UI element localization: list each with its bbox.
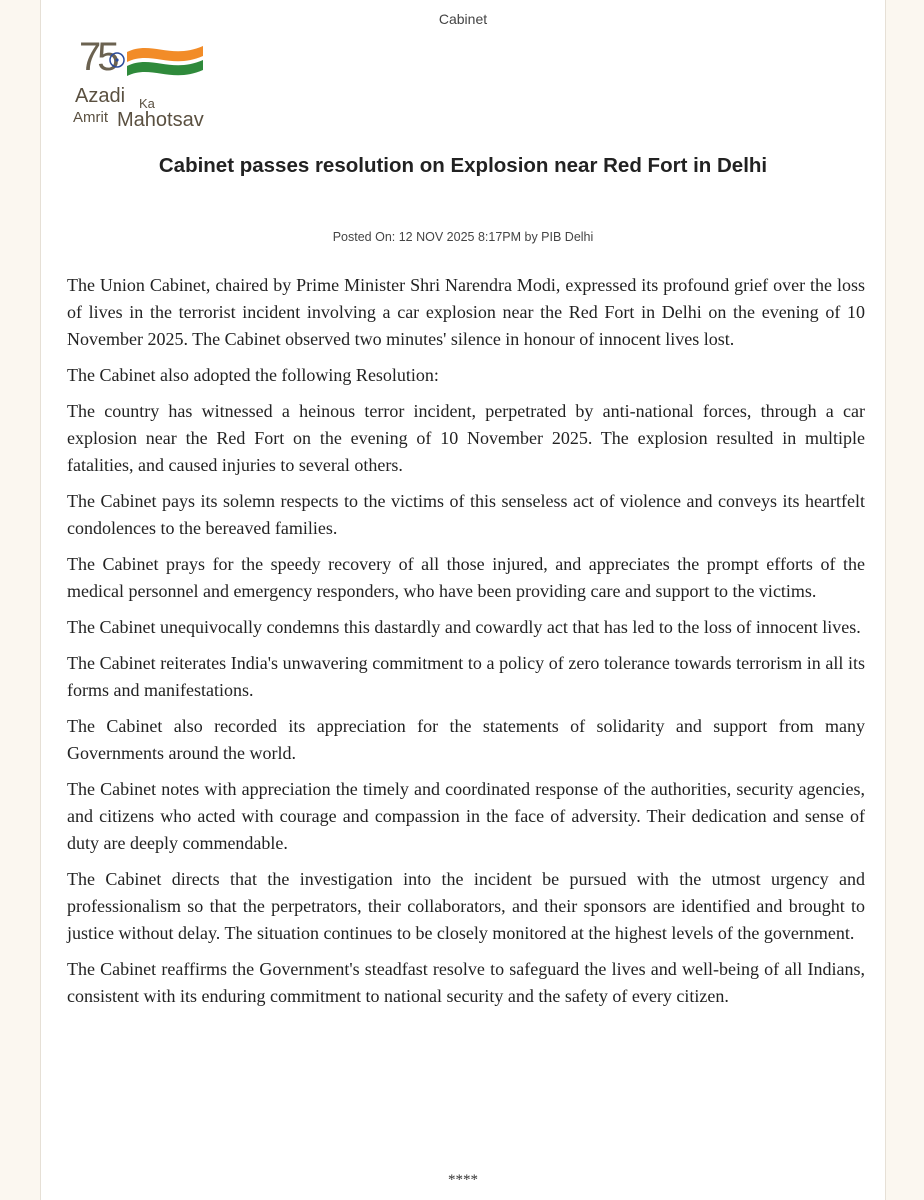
logo-amrit: Amrit [73, 109, 108, 126]
paragraph: The Cabinet prays for the speedy recovery of all those injured, and appreciates the prompt efforts of the medical personnel and emergency responders, who have been providing care and support to the victims. [67, 554, 865, 601]
end-mark: **** [448, 1172, 478, 1188]
paragraph: The Cabinet reiterates India's unwavering commitment to a policy of zero tolerance towards terrorism in all its forms and manifestations. [67, 653, 865, 700]
paragraph: The Union Cabinet, chaired by Prime Minister Shri Narendra Modi, expressed its profound grief over the loss of lives in the terrorist incident involving a car explosion near the Red Fort in Delhi on the evening of 10 November 2025. The Cabinet observed two minutes' silence in honour of innocent lives lost. [67, 275, 865, 349]
logo-mahotsav: Mahotsav [117, 109, 204, 131]
paragraph: The Cabinet unequivocally condemns this dastardly and cowardly act that has led to the loss of innocent lives. [67, 617, 861, 637]
logo-ka: Ka [139, 96, 155, 111]
paragraph: The Cabinet also recorded its appreciation for the statements of solidarity and support from many Governments around the world. [67, 716, 865, 763]
paragraph: The Cabinet notes with appreciation the timely and coordinated response of the authorities, security agencies, and citizens who acted with courage and compassion in the face of adversity. Their dedication and sense of duty are deeply commendable. [67, 779, 865, 853]
green-flag-wave [127, 60, 203, 76]
azadi-ka-amrit-mahotsav-logo [71, 34, 247, 134]
logo-azadi: Azadi [75, 85, 126, 107]
document-page [40, 0, 886, 1200]
paragraph: The Cabinet also adopted the following Resolution: [67, 365, 439, 385]
paragraph: The Cabinet reaffirms the Government's steadfast resolve to safeguard the lives and well-being of all Indians, consistent with its enduring commitment to national security and the safety of every citizen. [67, 959, 865, 1006]
article-title: Cabinet passes resolution on Explosion near Red Fort in Delhi [158, 154, 768, 177]
paragraph: The Cabinet pays its solemn respects to the victims of this senseless act of violence and conveys its heartfelt condolences to the bereaved families. [67, 491, 865, 538]
saffron-flag-wave [127, 46, 203, 62]
posted-on: Posted On: 12 NOV 2025 8:17PM by PIB Delhi [332, 230, 594, 244]
paragraph: The country has witnessed a heinous terror incident, perpetrated by anti-national forces, through a car explosion near the Red Fort on the evening of 10 November 2025. The explosion resulted in multiple fatalities, and caused injuries to several others. [67, 401, 865, 475]
section-label: Cabinet [438, 11, 488, 27]
paragraph: The Cabinet directs that the investigation into the incident be pursued with the utmost urgency and professionalism so that the perpetrators, their collaborators, and their sponsors are identified and brought to justice without delay. The situation continues to be closely monitored at the highest levels of the government. [67, 869, 865, 943]
article-body [67, 272, 865, 1019]
logo-number: 75 [79, 35, 116, 79]
